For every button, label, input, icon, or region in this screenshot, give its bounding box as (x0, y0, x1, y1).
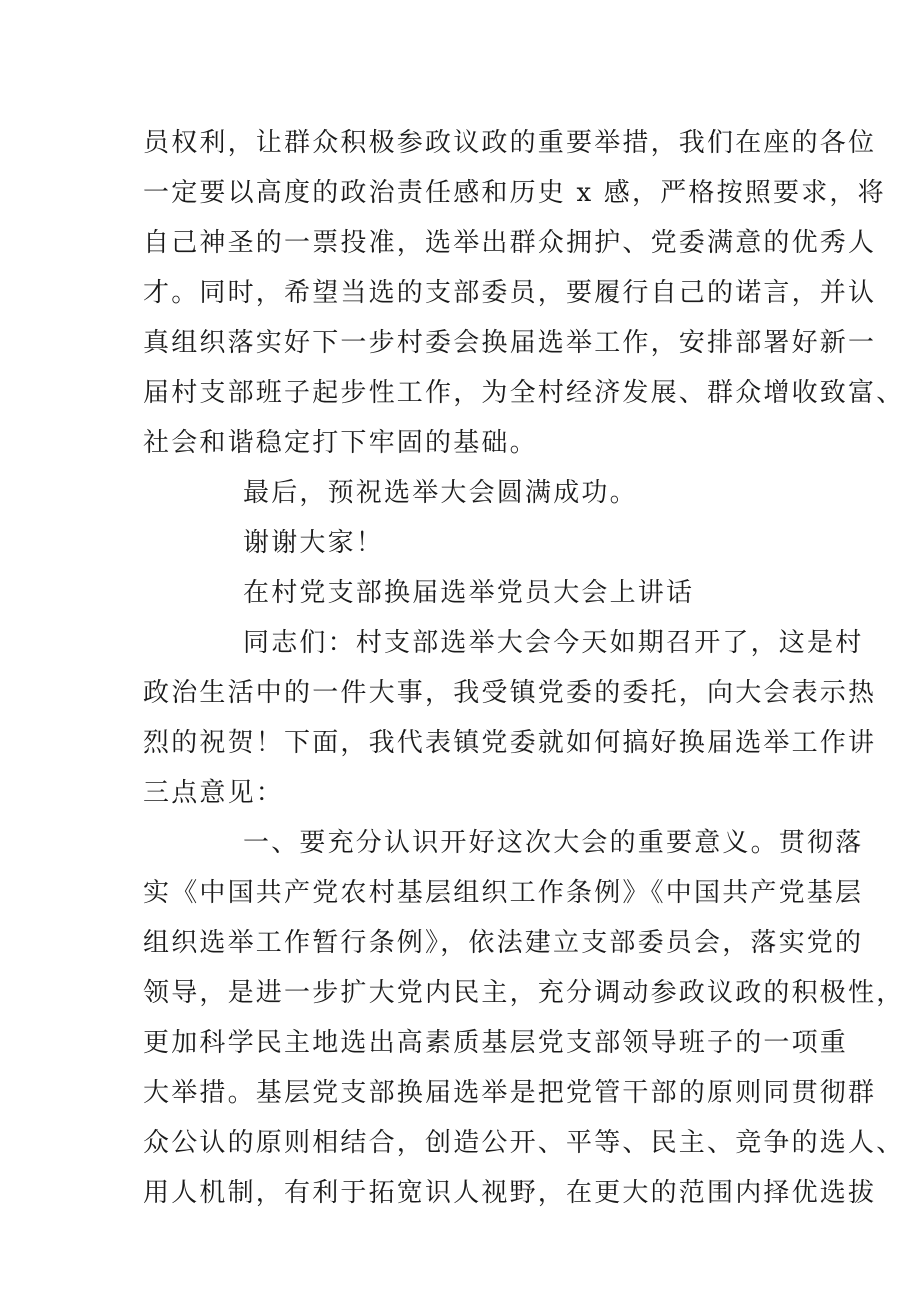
text-line: 众公认的原则相结合，创造公开、平等、民主、竞争的选人、 (143, 1128, 905, 1158)
text-line: 烈的祝贺！下面，我代表镇党委就如何搞好换届选举工作讲 (143, 728, 877, 758)
text-line: 员权利，让群众积极参政议政的重要举措，我们在座的各位 (143, 128, 877, 158)
text-line: 真组织落实好下一步村委会换届选举工作，安排部署好新一 (143, 328, 877, 358)
text-line: 同志们：村支部选举大会今天如期召开了，这是村 (243, 628, 864, 658)
text-line: 才。同时，希望当选的支部委员，要履行自己的诺言，并认 (143, 278, 877, 308)
text-line: 更加科学民主地选出高素质基层党支部领导班子的一项重 (143, 1028, 849, 1058)
document-body (143, 118, 905, 1218)
text-line: 政治生活中的一件大事，我受镇党委的委托，向大会表示热 (143, 678, 877, 708)
text-line: 社会和谐稳定打下牢固的基础。 (143, 428, 538, 458)
closing-thanks: 谢谢大家！ (243, 528, 385, 558)
text-line: 用人机制，有利于拓宽识人视野，在更大的范围内择优选拔 (143, 1178, 877, 1208)
closing-wish: 最后，预祝选举大会圆满成功。 (243, 478, 638, 508)
text-line: 届村支部班子起步性工作，为全村经济发展、群众增收致富、 (143, 378, 905, 408)
text-line: 领导，是进一步扩大党内民主，充分调动参政议政的积极性， (143, 978, 905, 1008)
text-line: 自己神圣的一票投准，选举出群众拥护、党委满意的优秀人 (143, 228, 877, 258)
text-line: 一定要以高度的政治责任感和历史 x 感，严格按照要求，将 (143, 178, 886, 208)
section-heading-1: 一、要充分认识开好这次大会的重要意义。贯彻落 (243, 828, 864, 858)
speech-title: 在村党支部换届选举党员大会上讲话 (243, 578, 695, 608)
text-line: 组织选举工作暂行条例》，依法建立支部委员会，落实党的 (143, 928, 864, 958)
text-line: 三点意见： (143, 778, 285, 808)
text-line: 大举措。基层党支部换届选举是把党管干部的原则同贯彻群 (143, 1078, 877, 1108)
text-line: 实《中国共产党农村基层组织工作条例》《中国共产党基层 (143, 878, 864, 908)
